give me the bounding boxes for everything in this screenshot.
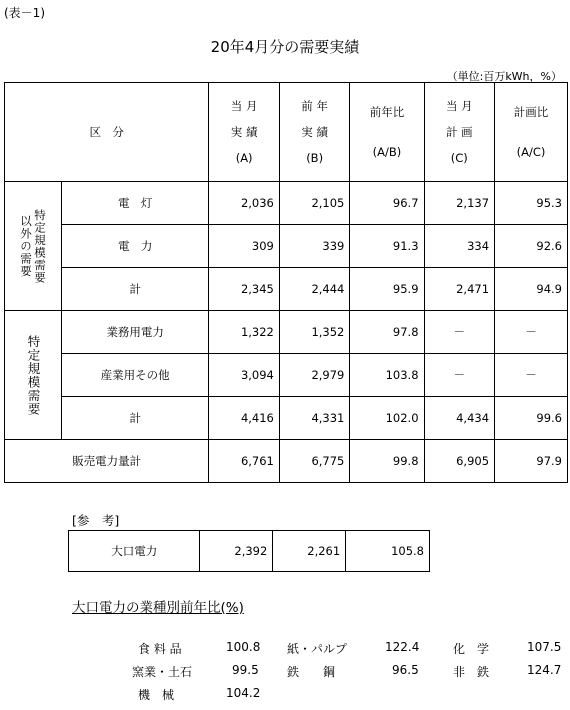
breakdown-title: 大口電力の業種別前年比(%) [72,600,244,616]
demand-table [4,82,568,483]
cell-ac: － [495,354,568,397]
header-yoy: 前年比 (A/B) [350,83,424,182]
header-row [5,83,568,182]
cell-b: 6,775 [279,440,350,483]
reference-label: [参 考] [72,513,120,528]
cell-b: 1,352 [279,311,350,354]
cell-ab: 99.8 [350,440,424,483]
total-row [5,440,568,483]
cell-a: 3,094 [209,354,280,397]
row-label: 電 力 [62,225,209,268]
breakdown-value: 122.4 [385,640,420,654]
cell-b: 2,979 [279,354,350,397]
page-title: 20年4月分の需要実績 [210,38,360,56]
cell-b: 2,444 [279,268,350,311]
cell-ab: 103.8 [350,354,424,397]
breakdown-value: 104.2 [226,686,261,700]
table-row [5,182,568,225]
cell-b: 2,261 [273,531,346,572]
row-label: 大口電力 [69,531,200,572]
cell-c: 2,137 [424,182,495,225]
group-label-non-specific: 特定規模需要 以外の需要 [5,182,62,311]
cell-ac: － [495,311,568,354]
row-label: 計 [62,397,209,440]
row-label: 販売電力量計 [5,440,209,483]
cell-ab: 102.0 [350,397,424,440]
cell-a: 309 [209,225,280,268]
cell-c: － [424,311,495,354]
cell-a: 2,392 [200,531,273,572]
header-category: 区 分 [5,83,209,182]
cell-a: 2,036 [209,182,280,225]
cell-c: 6,905 [424,440,495,483]
table-row [5,225,568,268]
table-row [5,311,568,354]
breakdown-value: 99.5 [232,663,259,677]
header-current-actual: 当 月 実 績 (A) [209,83,280,182]
header-plan-ratio: 計画比 (A/C) [495,83,568,182]
breakdown-value: 124.7 [527,663,562,677]
header-current-plan: 当 月 計 画 (C) [424,83,495,182]
breakdown-label: 食 料 品 [138,642,182,656]
cell-ac: 92.6 [495,225,568,268]
cell-ab: 96.7 [350,182,424,225]
cell-b: 2,105 [279,182,350,225]
cell-a: 1,322 [209,311,280,354]
cell-ac: 94.9 [495,268,568,311]
breakdown-value: 96.5 [392,663,419,677]
row-label: 電 灯 [62,182,209,225]
table-label: (表－1) [4,6,45,20]
table-row [5,354,568,397]
breakdown-label: 化 学 [453,642,490,656]
table-row [5,268,568,311]
cell-c: － [424,354,495,397]
table-row [5,397,568,440]
cell-ab: 105.8 [346,531,430,572]
reference-table [68,530,430,572]
row-label: 業務用電力 [62,311,209,354]
unit-note: （単位:百万kWh，%） [446,70,562,83]
cell-ac: 99.6 [495,397,568,440]
breakdown-label: 鉄 鋼 [287,665,336,679]
row-label: 計 [62,268,209,311]
breakdown-label: 非 鉄 [453,665,490,679]
breakdown-label: 窯業・土石 [132,665,193,679]
cell-a: 4,416 [209,397,280,440]
breakdown-value: 100.8 [226,640,261,654]
table-row [69,531,430,572]
cell-c: 4,434 [424,397,495,440]
cell-ac: 97.9 [495,440,568,483]
cell-ab: 95.9 [350,268,424,311]
cell-ac: 95.3 [495,182,568,225]
group-label-specific: 特定規模需要 [5,311,62,440]
cell-a: 2,345 [209,268,280,311]
cell-a: 6,761 [209,440,280,483]
cell-c: 2,471 [424,268,495,311]
cell-ab: 97.8 [350,311,424,354]
row-label: 産業用その他 [62,354,209,397]
cell-c: 334 [424,225,495,268]
breakdown-label: 機 械 [138,688,175,702]
breakdown-value: 107.5 [527,640,562,654]
cell-b: 339 [279,225,350,268]
cell-b: 4,331 [279,397,350,440]
cell-ab: 91.3 [350,225,424,268]
breakdown-label: 紙・パルプ [287,642,348,656]
header-prev-year-actual: 前 年 実 績 (B) [279,83,350,182]
